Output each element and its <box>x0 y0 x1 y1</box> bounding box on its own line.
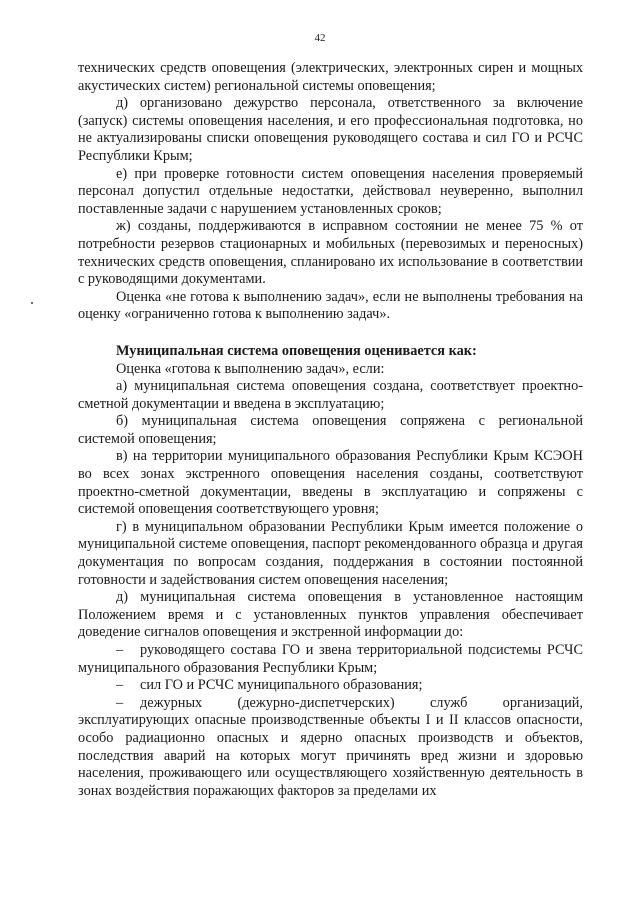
section-spacer <box>78 324 583 343</box>
paragraph: б) муниципальная система оповещения сопряжена с региональной системой оповещения; <box>78 413 583 447</box>
body-text <box>78 60 583 800</box>
paragraph: д) организовано дежурство персонала, ответственного за включение (запуск) системы оповещения населения, и его профессиональная подготовка, но не актуализированы списки оповещения руководящего состава и сил ГО и РСЧС Республики Крым; <box>78 95 583 164</box>
paragraph: д) муниципальная система оповещения в установленное настоящим Положением время и с установленных пунктов управления обеспечивает доведение сигналов оповещения и экстренной информации до: <box>78 589 583 641</box>
dash-list-item <box>78 677 583 695</box>
dash-item-text: сил ГО и РСЧС муниципального образования; <box>140 677 423 694</box>
paragraph: Оценка «готова к выполнению задач», если: <box>116 360 385 377</box>
page-number: 42 <box>314 32 326 44</box>
paragraph: в) на территории муниципального образования Республики Крым КСЭОН во всех зонах экстренного оповещения населения созданы, соответствуют проектно-сметной документации, введены в эксплуатацию и сопряжены с системой оповещения соответствующего уровня; <box>78 448 583 518</box>
dash-item-text: руководящего состава ГО и звена территориальной подсистемы РСЧС муниципального образования Республики Крым; <box>78 642 583 676</box>
dash-list-item <box>78 695 583 801</box>
dash-list-item <box>78 642 583 677</box>
section-heading: Муниципальная система оповещения оценивается как: <box>116 342 477 359</box>
paragraph: Оценка «не готова к выполнению задач», если не выполнены требования на оценку «ограниченно готова к выполнению задач». <box>78 288 583 323</box>
dash-marker: – <box>116 642 124 658</box>
paragraph: г) в муниципальном образовании Республики Крым имеется положение о муниципальной системе оповещения, паспорт рекомендованного образца и другая документация по вопросам создания, поддержания в состоянии постоянной готовности и задействования систем оповещения населения; <box>78 518 583 588</box>
scan-speck <box>31 302 33 304</box>
dash-marker: – <box>116 677 124 694</box>
dash-item-text: дежурных (дежурно-диспетчерских) служб организаций, эксплуатирующих опасные производственные объекты I и II классов опасности, особо радиационно опасных и ядерно опасных производств и объектов, последствия аварий на которых могут причинять вред жизни и здоровью населения, проживающего или осуществляющего хозяйственную деятельность в зонах воздействия поражающих факторов за пределами их <box>78 694 583 799</box>
paragraph: технических средств оповещения (электрических, электронных сирен и мощных акустических систем) региональной системы оповещения; <box>78 60 583 94</box>
paragraph: а) муниципальная система оповещения создана, соответствует проектно-сметной документации и введена в эксплуатацию; <box>78 378 583 412</box>
paragraph: ж) созданы, поддерживаются в исправном состоянии не менее 75 % от потребности резервов стационарных и мобильных (перевозимых и переносных) технических средств оповещения, спланировано их использование в соответствии с руководящими документами. <box>78 218 583 288</box>
paragraph: е) при проверке готовности систем оповещения населения проверяемый персонал допустил отдельные недостатки, действовал неуверенно, выполнил поставленные задачи с нарушением установленных сроков; <box>78 165 583 217</box>
dash-marker: – <box>116 694 124 711</box>
